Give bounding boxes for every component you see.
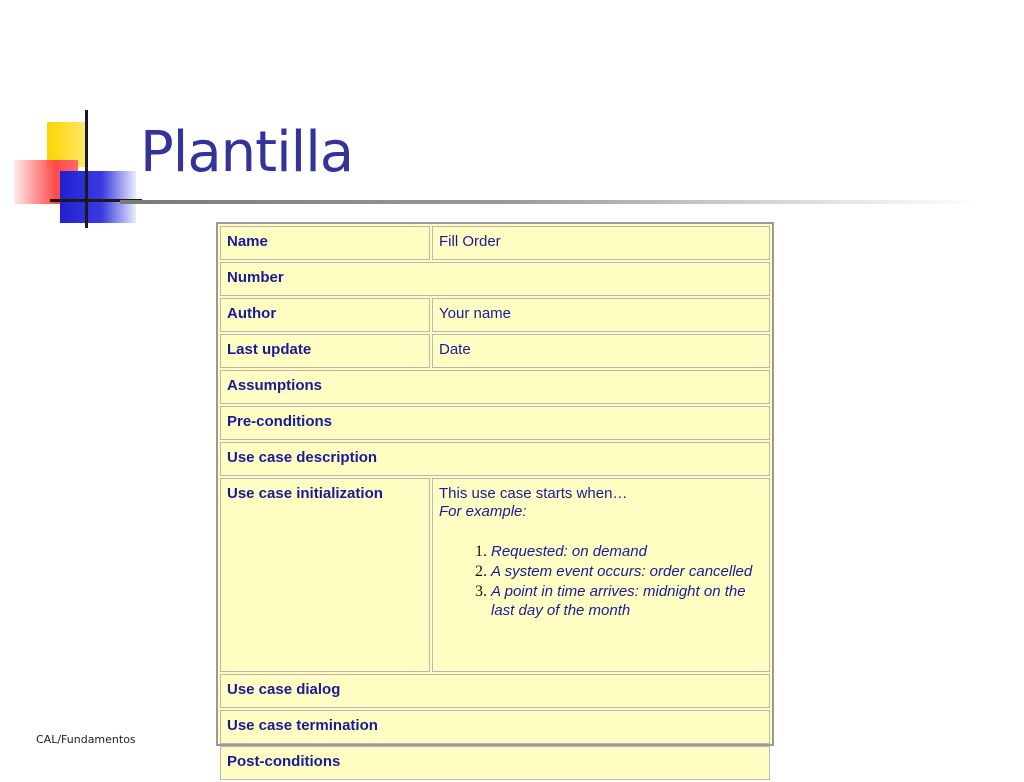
table-row (220, 298, 770, 332)
table-row (220, 334, 770, 368)
list-item: 1. Requested: on demand (491, 542, 763, 561)
table-row (220, 746, 770, 780)
row-label-use-case-dialog: Use case dialog (220, 674, 770, 708)
slide-footer: CAL/Fundamentos (36, 733, 136, 746)
logo-blue-square (60, 171, 136, 223)
row-label-use-case-termination: Use case termination (220, 710, 770, 744)
use-case-table (218, 224, 772, 782)
row-label-name: Name (220, 226, 430, 260)
row-label-pre-conditions: Pre-conditions (220, 406, 770, 440)
logo-vertical-line (85, 110, 88, 228)
row-label-assumptions: Assumptions (220, 370, 770, 404)
table-row (220, 674, 770, 708)
table-row (220, 370, 770, 404)
row-label-last-update: Last update (220, 334, 430, 368)
table-row (220, 262, 770, 296)
use-case-template-form (216, 222, 774, 770)
row-label-use-case-initialization: Use case initialization (220, 478, 430, 672)
row-label-use-case-description: Use case description (220, 442, 770, 476)
row-value-last-update: Date (432, 334, 770, 368)
initialization-examples-list (439, 542, 763, 620)
row-label-number: Number (220, 262, 770, 296)
list-item: 2. A system event occurs: order cancelled (491, 562, 763, 581)
row-value-use-case-initialization (432, 478, 770, 672)
row-value-author: Your name (432, 298, 770, 332)
row-label-post-conditions: Post-conditions (220, 746, 770, 780)
table-row (220, 442, 770, 476)
row-value-name: Fill Order (432, 226, 770, 260)
initialization-intro: This use case starts when… (439, 485, 628, 502)
table-row (220, 478, 770, 672)
row-label-author: Author (220, 298, 430, 332)
list-item: 3. A point in time arrives: midnight on the last day of the month (491, 582, 763, 620)
slide-title: Plantilla (140, 120, 354, 185)
title-underline (120, 200, 980, 204)
table-row (220, 406, 770, 440)
initialization-example-label: For example: (439, 503, 527, 520)
table-row (220, 710, 770, 744)
table-row (220, 226, 770, 260)
slide-logo-decoration (0, 0, 140, 240)
